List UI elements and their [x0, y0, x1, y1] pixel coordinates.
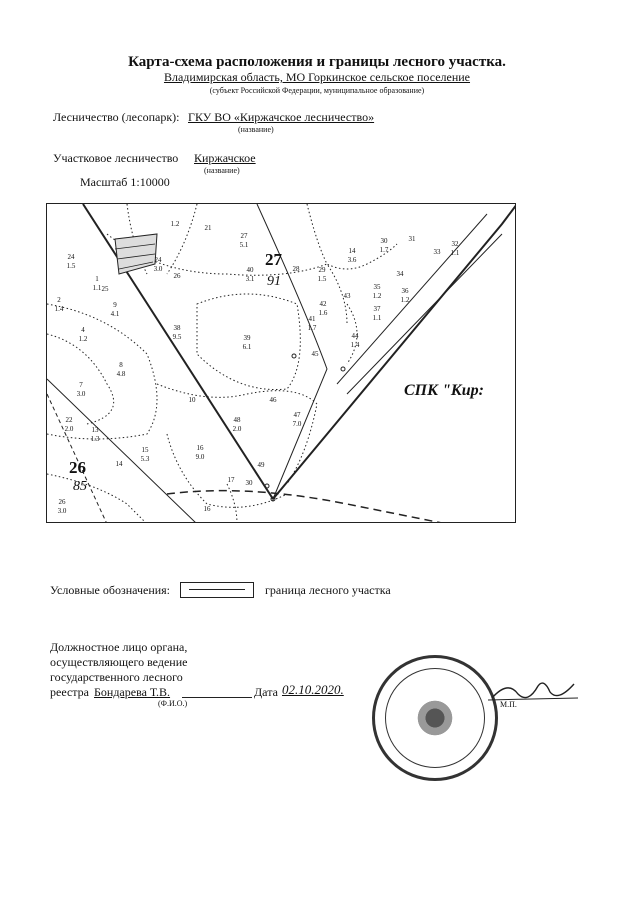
svg-text:16: 16 [203, 505, 211, 513]
svg-text:1.2: 1.2 [372, 292, 382, 300]
official-seal [372, 655, 498, 781]
svg-text:2: 2 [57, 296, 61, 304]
scale-label: Масштаб 1:10000 [80, 175, 170, 189]
svg-text:3.0: 3.0 [153, 265, 163, 273]
official-line-2: осуществляющего ведение [50, 655, 188, 669]
date-value: 02.10.2020. [282, 682, 344, 697]
svg-text:1: 1 [95, 275, 99, 283]
region-note: (субъект Российской Федерации, муниципальное образование) [209, 86, 425, 95]
svg-text:44: 44 [351, 332, 359, 340]
date-label: Дата [254, 685, 278, 699]
legend-text: граница лесного участка [265, 583, 391, 597]
forestry-value: ГКУ ВО «Киржачское лесничество» [188, 110, 375, 124]
legend-label: Условные обозначения: [50, 583, 171, 597]
region-line [0, 70, 634, 85]
svg-text:1.1: 1.1 [450, 249, 460, 257]
svg-text:41: 41 [308, 315, 316, 323]
quarter-sub: 85 [73, 479, 87, 494]
region-value: Владимирская область, МО Горкинское сельское поселение [163, 70, 471, 84]
plot-labels [55, 220, 460, 515]
svg-text:2.0: 2.0 [232, 425, 242, 433]
svg-text:1.6: 1.6 [318, 309, 328, 317]
svg-text:1.2: 1.2 [170, 220, 180, 228]
quarter-number: 26 [69, 458, 86, 477]
quarter-number: 27 [265, 250, 282, 269]
svg-text:39: 39 [243, 334, 251, 342]
svg-text:9: 9 [113, 301, 117, 309]
name-underline [182, 697, 252, 698]
svg-text:6.1: 6.1 [242, 343, 252, 351]
svg-text:30: 30 [380, 237, 388, 245]
svg-text:32: 32 [451, 240, 459, 248]
svg-text:4.8: 4.8 [116, 370, 126, 378]
svg-text:34: 34 [396, 270, 404, 278]
svg-text:1.5: 1.5 [66, 262, 76, 270]
svg-text:1.2: 1.2 [78, 335, 88, 343]
svg-text:16: 16 [196, 444, 204, 452]
svg-text:8: 8 [119, 361, 123, 369]
svg-text:9.0: 9.0 [195, 453, 205, 461]
district-label: Участковое лесничество [53, 151, 179, 165]
plot-boundaries [47, 204, 397, 523]
svg-text:15: 15 [141, 446, 149, 454]
svg-text:24: 24 [154, 256, 162, 264]
document-title: Карта-схема расположения и границы лесного участка. [128, 54, 506, 70]
fio-note: (Ф.И.О.) [158, 699, 188, 708]
official-name: Бондарева Т.В. [94, 685, 171, 699]
svg-text:5.1: 5.1 [239, 241, 249, 249]
forest-map [46, 203, 516, 523]
svg-text:4.1: 4.1 [110, 310, 120, 318]
svg-text:1.2: 1.2 [400, 296, 410, 304]
svg-text:28: 28 [292, 265, 300, 273]
svg-text:26: 26 [173, 272, 181, 280]
svg-text:49: 49 [257, 461, 265, 469]
svg-text:2.0: 2.0 [64, 425, 74, 433]
hatched-area [115, 234, 157, 274]
svg-text:3.6: 3.6 [347, 256, 357, 264]
map-marker [341, 367, 345, 371]
map-svg [47, 204, 516, 523]
svg-text:14: 14 [348, 247, 356, 255]
svg-text:1.5: 1.5 [317, 275, 327, 283]
svg-text:40: 40 [246, 266, 254, 274]
forestry-label: Лесничество (лесопарк): [53, 110, 180, 124]
forestry-note: (название) [238, 125, 274, 134]
svg-text:7.0: 7.0 [292, 420, 302, 428]
svg-text:27: 27 [240, 232, 248, 240]
road-line-3 [347, 234, 502, 394]
svg-text:1.7: 1.7 [307, 324, 317, 332]
svg-text:1.4: 1.4 [350, 341, 360, 349]
svg-text:45: 45 [311, 350, 319, 358]
svg-text:48: 48 [233, 416, 241, 424]
spk-label: СПК "Кир: [404, 382, 484, 399]
svg-text:1.1: 1.1 [372, 314, 382, 322]
quarter-sub: 91 [267, 274, 281, 289]
svg-text:1.3: 1.3 [90, 435, 100, 443]
svg-text:17: 17 [227, 476, 235, 484]
district-value: Киржачское [194, 151, 256, 165]
svg-text:33: 33 [433, 248, 441, 256]
mp-label: М.П. [500, 700, 517, 709]
svg-text:22: 22 [65, 416, 73, 424]
official-line-4: реестра [50, 685, 89, 699]
svg-text:36: 36 [401, 287, 409, 295]
svg-text:47: 47 [293, 411, 301, 419]
map-marker [292, 354, 296, 358]
boundary-line-east [273, 204, 516, 499]
svg-text:7: 7 [79, 381, 83, 389]
svg-text:9.5: 9.5 [172, 333, 182, 341]
svg-text:29: 29 [318, 266, 326, 274]
official-line-1: Должностное лицо органа, [50, 640, 188, 654]
svg-text:24: 24 [67, 253, 75, 261]
svg-text:21: 21 [204, 224, 212, 232]
svg-text:25: 25 [101, 285, 109, 293]
svg-text:14: 14 [115, 460, 123, 468]
svg-text:5.3: 5.3 [140, 455, 150, 463]
district-note: (название) [204, 166, 240, 175]
svg-text:1.4: 1.4 [54, 305, 64, 313]
svg-text:43: 43 [343, 292, 351, 300]
legend-boundary-symbol [180, 582, 254, 598]
svg-text:30: 30 [245, 479, 253, 487]
svg-text:31: 31 [408, 235, 416, 243]
svg-text:37: 37 [373, 305, 381, 313]
svg-text:13: 13 [91, 426, 99, 434]
quarter-labels [66, 250, 484, 494]
svg-text:3.1: 3.1 [245, 275, 255, 283]
svg-text:1.1: 1.1 [92, 284, 102, 292]
svg-text:3.0: 3.0 [57, 507, 67, 515]
svg-text:26: 26 [58, 498, 66, 506]
svg-text:1.7: 1.7 [379, 246, 389, 254]
svg-text:46: 46 [269, 396, 277, 404]
svg-text:4: 4 [81, 326, 85, 334]
svg-text:42: 42 [319, 300, 327, 308]
svg-text:10: 10 [188, 396, 196, 404]
svg-text:3.0: 3.0 [76, 390, 86, 398]
official-line-3: государственного лесного [50, 670, 183, 684]
svg-text:35: 35 [373, 283, 381, 291]
svg-text:38: 38 [173, 324, 181, 332]
